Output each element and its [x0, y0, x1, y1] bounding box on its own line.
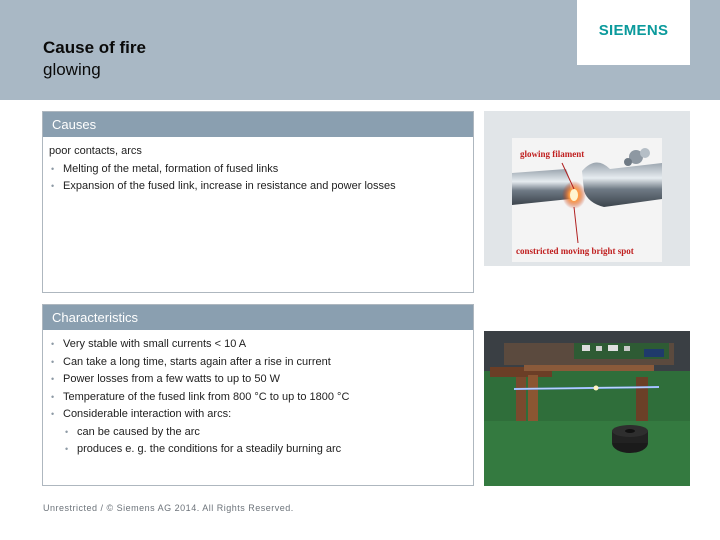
- causes-panel: [42, 111, 474, 293]
- causes-heading: Causes: [43, 112, 473, 137]
- characteristics-bullet: • Power losses from a few watts to up to 50 W: [49, 371, 467, 389]
- characteristics-bullet: • Temperature of the fused link from 800 °C to up to 1800 °C: [49, 389, 467, 407]
- label-bright-spot: constricted moving bright spot: [516, 246, 634, 256]
- logo-box: [577, 0, 690, 65]
- characteristics-sub-list: [49, 424, 467, 459]
- test-setup-illustration: [484, 331, 690, 486]
- page-title: [43, 37, 146, 81]
- label-glowing-filament: glowing filament: [520, 149, 585, 159]
- glowing-filament-photo: [484, 111, 690, 266]
- filament-illustration: [484, 111, 690, 266]
- characteristics-panel: [42, 304, 474, 486]
- title-line-1: Cause of fire: [43, 38, 146, 57]
- siemens-logo: SIEMENS: [598, 22, 669, 39]
- header-bar: [0, 0, 720, 100]
- characteristics-bullet: • Can take a long time, starts again after a rise in current: [49, 354, 467, 372]
- causes-bullet: • Melting of the metal, formation of fused links: [49, 161, 467, 179]
- causes-intro: poor contacts, arcs: [49, 145, 142, 157]
- characteristics-bullet: • Considerable interaction with arcs:: [49, 406, 467, 424]
- causes-list: [49, 161, 467, 196]
- footer-copyright: Unrestricted / © Siemens AG 2014. All Rights Reserved.: [43, 503, 294, 513]
- characteristics-sub-bullet: • produces e. g. the conditions for a steadily burning arc: [49, 441, 467, 459]
- causes-body: [43, 137, 473, 196]
- characteristics-heading: Characteristics: [43, 305, 473, 330]
- causes-bullet: • Expansion of the fused link, increase in resistance and power losses: [49, 178, 467, 196]
- characteristics-body: [43, 330, 473, 459]
- title-line-2: glowing: [43, 60, 101, 79]
- characteristics-list: [49, 336, 467, 424]
- characteristics-sub-bullet: • can be caused by the arc: [49, 424, 467, 442]
- test-setup-photo: [484, 331, 690, 486]
- characteristics-bullet: • Very stable with small currents < 10 A: [49, 336, 467, 354]
